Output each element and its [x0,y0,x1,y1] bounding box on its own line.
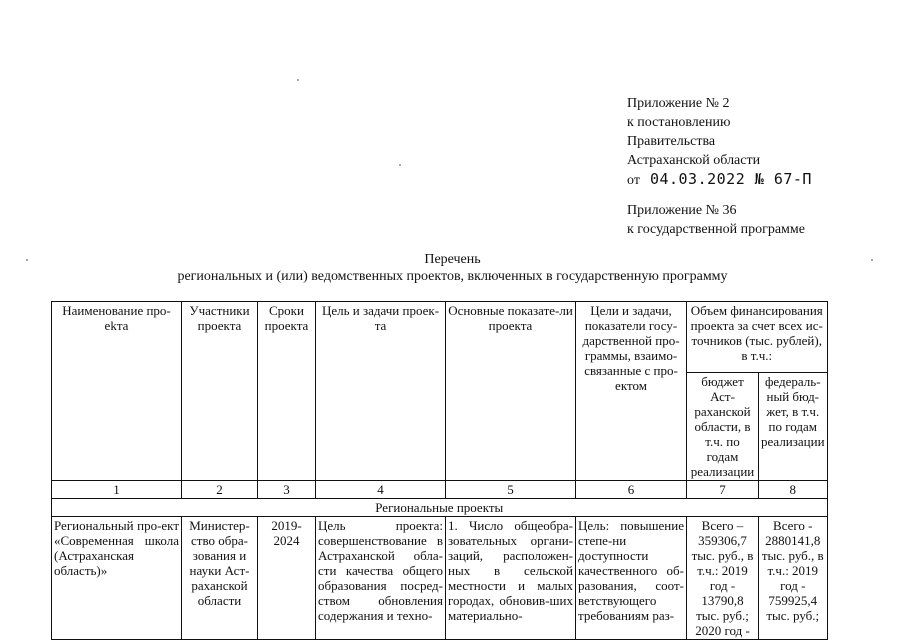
header-regional-budget: бюджет Аст-раханской области, в т.ч. по годам реализации [687,373,759,481]
column-number: 4 [316,481,446,499]
column-number: 7 [687,481,759,499]
section-heading: Региональные проекты [52,499,828,517]
from-label: от [627,173,640,188]
document-title: Перечень [424,252,481,267]
scan-speck [871,259,873,261]
cell-program-goals: Цель: повышение степе-ни доступности качественного об-разования, соот-ветствующего требованиям раз- [576,517,687,640]
projects-table [51,301,828,640]
cell-participants: Министер-ство обра-зования и науки Аст-раханской области [182,517,258,640]
appendix-line-3: Правительства [627,134,716,149]
column-number: 5 [446,481,576,499]
column-number: 2 [182,481,258,499]
column-number: 8 [759,481,828,499]
header-federal-budget: федераль-ный бюд-жет, в т.ч. по годам реализации [759,373,828,481]
appendix-line-2: к постановлению [627,115,731,130]
header-indicators: Основные показате-ли проекта [446,302,576,481]
header-terms: Сроки проекта [258,302,316,481]
header-participants: Участники проекта [182,302,258,481]
appendix-date-line [627,170,812,190]
appendix-36-block [627,201,805,239]
column-numbers-row [52,481,828,499]
cell-terms: 2019-2024 [258,517,316,640]
cell-regional-budget: Всего – 359306,7 тыс. руб., в т.ч.: 2019 год - 13790,8 тыс. руб.; 2020 год - [687,517,759,640]
header-goals: Цель и задачи проек-та [316,302,446,481]
appendix-36-line-2: к государственной программе [627,222,805,237]
column-number: 3 [258,481,316,499]
date-number-stamp: 04.03.2022 № 67-П [649,170,812,188]
column-number: 1 [52,481,182,499]
header-project-name: Наименование про-ekта [52,302,182,481]
scan-speck [297,79,299,81]
scan-speck [399,164,401,166]
cell-goals: Цель проекта: совершенствование в Астраханской обла-сти качества общего образования посред-ством обновления содержания и техно- [316,517,446,640]
header-program-goals: Цели и задачи, показатели госу-дарственной про-граммы, взаимо-связанные с про-ектом [576,302,687,481]
scan-speck [26,259,28,261]
cell-project-name: Региональный про-ект «Современная школа (Астраханская область)» [52,517,182,640]
cell-indicators: 1. Число общеобра-зовательных органи-заций, расположен-ных в сельской местности и малых городах, обновив-ших материально- [446,517,576,640]
appendix-36-line-1: Приложение № 36 [627,203,737,218]
appendix-line-4: Астраханской области [627,153,761,168]
document-subtitle: региональных и (или) ведомственных проектов, включенных в государственную программу [177,269,728,284]
table-row [52,517,828,640]
header-financing: Объем финансирования проекта за счет всех ис-точников (тыс. рублей), в т.ч.: [687,302,828,373]
column-number: 6 [576,481,687,499]
appendix-line-1: Приложение № 2 [627,96,730,111]
appendix-block [627,94,812,190]
cell-federal-budget: Всего - 2880141,8 тыс. руб., в т.ч.: 2019 год - 759925,4 тыс. руб.; [759,517,828,640]
